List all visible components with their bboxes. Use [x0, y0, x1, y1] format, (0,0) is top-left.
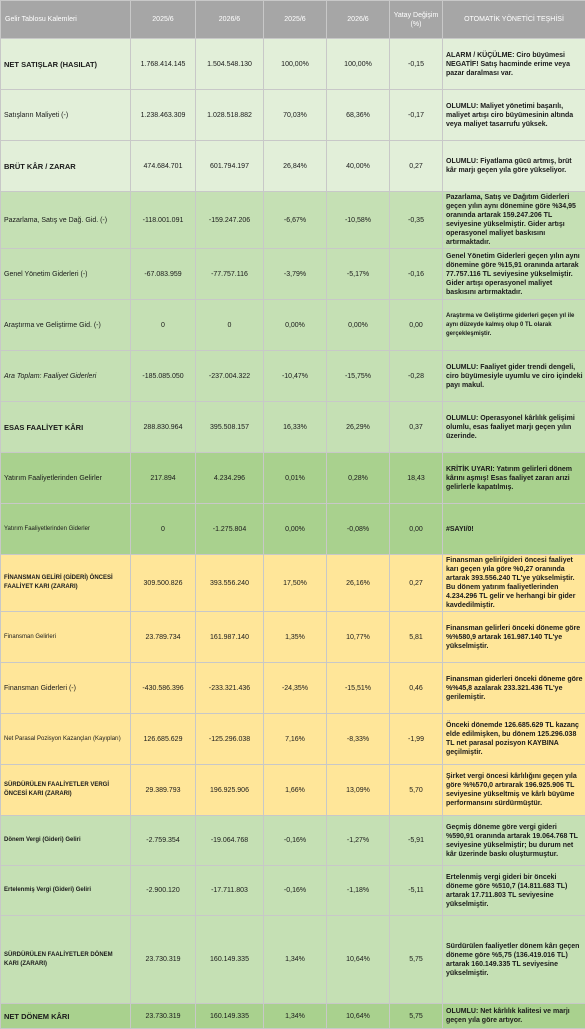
row-label: Ara Toplam: Faaliyet Giderleri — [1, 351, 131, 402]
value-2026: 160.149.335 — [196, 916, 264, 1004]
percent-2026: 10,64% — [327, 1004, 390, 1029]
row-label: Finansman Gelirleri — [1, 612, 131, 663]
row-label: SÜRDÜRÜLEN FAALİYETLER DÖNEM KARI (ZARARI) — [1, 916, 131, 1004]
table-row — [1, 1004, 585, 1029]
percent-2025: 1,34% — [264, 1004, 327, 1029]
row-label: FİNANSMAN GELİRİ (GİDERİ) ÖNCESİ FAALİYET KARI (ZARARI) — [1, 555, 131, 612]
value-2025: -430.586.396 — [131, 663, 196, 714]
value-2026: 395.508.157 — [196, 402, 264, 453]
value-2025: 0 — [131, 300, 196, 351]
table-row — [1, 39, 585, 90]
row-label: Satışların Maliyeti (-) — [1, 90, 131, 141]
header-col-2026-value: 2026/6 — [196, 1, 264, 39]
percent-2026: 0,28% — [327, 453, 390, 504]
table-row — [1, 765, 585, 816]
percent-2026: -1,27% — [327, 816, 390, 866]
value-2025: 1.768.414.145 — [131, 39, 196, 90]
table-row — [1, 90, 585, 141]
diagnosis-comment: Araştırma ve Geliştirme giderleri geçen yıl ile aynı düzeyde kalmış olup 0 TL olarak gerçekleşmiştir. — [443, 300, 585, 351]
table-row — [1, 141, 585, 192]
table-row — [1, 300, 585, 351]
horizontal-change: 0,46 — [390, 663, 443, 714]
diagnosis-comment: Finansman gelirleri önceki döneme göre %%580,9 artarak 161.987.140 TL'ye yükselmiştir. — [443, 612, 585, 663]
row-label: Araştırma ve Geliştirme Gid. (-) — [1, 300, 131, 351]
value-2026: -17.711.803 — [196, 866, 264, 916]
header-col-2025-percent: 2025/6 — [264, 1, 327, 39]
percent-2026: -8,33% — [327, 714, 390, 765]
percent-2025: 1,66% — [264, 765, 327, 816]
row-label: Pazarlama, Satış ve Dağ. Gid. (-) — [1, 192, 131, 249]
diagnosis-comment: Geçmiş döneme göre vergi gideri %590,91 oranında artarak 19.064.768 TL seviyesine yükselmiştir; bu durum net kâr üzerinde baskı oluşturmuştur. — [443, 816, 585, 866]
table-row — [1, 249, 585, 300]
percent-2026: 10,77% — [327, 612, 390, 663]
percent-2025: 70,03% — [264, 90, 327, 141]
header-col-2026-percent: 2026/6 — [327, 1, 390, 39]
table-row — [1, 916, 585, 1004]
diagnosis-comment: Finansman giderleri önceki döneme göre %%45,8 azalarak 233.321.436 TL'ye gerilemiştir. — [443, 663, 585, 714]
value-2025: 23.730.319 — [131, 916, 196, 1004]
value-2026: 393.556.240 — [196, 555, 264, 612]
value-2026: -159.247.206 — [196, 192, 264, 249]
diagnosis-comment: #SAYI/0! — [443, 504, 585, 555]
table-row — [1, 351, 585, 402]
value-2026: 0 — [196, 300, 264, 351]
horizontal-change: -5,91 — [390, 816, 443, 866]
percent-2025: -10,47% — [264, 351, 327, 402]
percent-2026: -15,75% — [327, 351, 390, 402]
value-2025: 1.238.463.309 — [131, 90, 196, 141]
table-row — [1, 663, 585, 714]
diagnosis-comment: Genel Yönetim Giderleri geçen yılın aynı dönemine göre %15,91 oranında artarak 77.757.116 TL seviyesine yükselmiştir. Gider artışı operasyonel maliyet baskısını artırmaktadır. — [443, 249, 585, 300]
horizontal-change: 0,00 — [390, 300, 443, 351]
header-auto-diagnosis: OTOMATİK YÖNETİCİ TEŞHİSİ — [443, 1, 585, 39]
value-2025: 23.789.734 — [131, 612, 196, 663]
percent-2025: -0,16% — [264, 866, 327, 916]
diagnosis-comment: OLUMLU: Faaliyet gider trendi dengeli, ciro büyümesiyle uyumlu ve ciro içindeki payı makul. — [443, 351, 585, 402]
percent-2025: 0,00% — [264, 504, 327, 555]
value-2025: 29.389.793 — [131, 765, 196, 816]
horizontal-change: -1,99 — [390, 714, 443, 765]
value-2025: 23.730.319 — [131, 1004, 196, 1029]
percent-2026: 26,16% — [327, 555, 390, 612]
percent-2025: -6,67% — [264, 192, 327, 249]
diagnosis-comment: Şirket vergi öncesi kârlılığını geçen yıla göre %%570,0 artırarak 196.925.906 TL seviyesine yükseltmiş ve kârlı büyüme performansını sürdürmüştür. — [443, 765, 585, 816]
table-row — [1, 816, 585, 866]
horizontal-change: -0,16 — [390, 249, 443, 300]
diagnosis-comment: OLUMLU: Net kârlılık kalitesi ve marjı geçen yıla göre artıyor. — [443, 1004, 585, 1029]
percent-2025: -24,35% — [264, 663, 327, 714]
percent-2026: -0,08% — [327, 504, 390, 555]
diagnosis-comment: OLUMLU: Maliyet yönetimi başarılı, maliyet artışı ciro büyümesinin altında veya maliyet tasarrufu yüksek. — [443, 90, 585, 141]
horizontal-change: -0,35 — [390, 192, 443, 249]
header-row — [1, 1, 585, 39]
value-2025: -185.085.050 — [131, 351, 196, 402]
row-label: Genel Yönetim Giderleri (-) — [1, 249, 131, 300]
value-2026: 161.987.140 — [196, 612, 264, 663]
value-2025: -2.900.120 — [131, 866, 196, 916]
table-row — [1, 612, 585, 663]
row-label: NET SATIŞLAR (HASILAT) — [1, 39, 131, 90]
horizontal-change: -0,15 — [390, 39, 443, 90]
diagnosis-comment: OLUMLU: Operasyonel kârlılık gelişimi olumlu, esas faaliyet marjı geçen yılın üzerinde. — [443, 402, 585, 453]
header-col-2025-value: 2025/6 — [131, 1, 196, 39]
percent-2026: 10,64% — [327, 916, 390, 1004]
diagnosis-comment: Ertelenmiş vergi gideri bir önceki döneme göre %510,7 (14.811.683 TL) artarak 17.711.803 TL seviyesine yükselmiştir. — [443, 866, 585, 916]
row-label: ESAS FAALİYET KÂRI — [1, 402, 131, 453]
percent-2025: 7,16% — [264, 714, 327, 765]
percent-2025: -0,16% — [264, 816, 327, 866]
row-label: Ertelenmiş Vergi (Gideri) Geliri — [1, 866, 131, 916]
table-row — [1, 504, 585, 555]
value-2025: -118.001.091 — [131, 192, 196, 249]
percent-2026: -15,51% — [327, 663, 390, 714]
row-label: Finansman Giderleri (-) — [1, 663, 131, 714]
diagnosis-comment: Önceki dönemde 126.685.629 TL kazanç elde edilmişken, bu dönem 125.296.038 TL net parasal pozisyon KAYBINA geçilmiştir. — [443, 714, 585, 765]
value-2026: -237.004.322 — [196, 351, 264, 402]
percent-2025: -3,79% — [264, 249, 327, 300]
value-2025: 217.894 — [131, 453, 196, 504]
diagnosis-comment: ALARM / KÜÇÜLME: Ciro büyümesi NEGATİF! Satış hacminde erime veya pazar daralması var. — [443, 39, 585, 90]
table-row — [1, 192, 585, 249]
percent-2025: 1,34% — [264, 916, 327, 1004]
percent-2025: 26,84% — [264, 141, 327, 192]
value-2026: 601.794.197 — [196, 141, 264, 192]
value-2026: -125.296.038 — [196, 714, 264, 765]
percent-2026: -1,18% — [327, 866, 390, 916]
horizontal-change: 0,27 — [390, 555, 443, 612]
value-2026: -233.321.436 — [196, 663, 264, 714]
table-row — [1, 866, 585, 916]
percent-2025: 17,50% — [264, 555, 327, 612]
value-2026: 1.504.548.130 — [196, 39, 264, 90]
value-2025: 0 — [131, 504, 196, 555]
value-2026: 160.149.335 — [196, 1004, 264, 1029]
percent-2026: -5,17% — [327, 249, 390, 300]
value-2025: 474.684.701 — [131, 141, 196, 192]
table-row — [1, 555, 585, 612]
horizontal-change: -0,17 — [390, 90, 443, 141]
value-2026: 1.028.518.882 — [196, 90, 264, 141]
horizontal-change: 5,75 — [390, 1004, 443, 1029]
percent-2026: 68,36% — [327, 90, 390, 141]
horizontal-change: 5,75 — [390, 916, 443, 1004]
horizontal-change: 5,81 — [390, 612, 443, 663]
row-label: NET DÖNEM KÂRI — [1, 1004, 131, 1029]
percent-2026: 13,09% — [327, 765, 390, 816]
horizontal-change: 5,70 — [390, 765, 443, 816]
row-label: SÜRDÜRÜLEN FAALİYETLER VERGİ ÖNCESİ KARI (ZARARI) — [1, 765, 131, 816]
percent-2026: 40,00% — [327, 141, 390, 192]
value-2026: 4.234.296 — [196, 453, 264, 504]
horizontal-change: -5,11 — [390, 866, 443, 916]
table-row — [1, 714, 585, 765]
diagnosis-comment: OLUMLU: Fiyatlama gücü artmış, brüt kâr marjı geçen yıla göre yükseliyor. — [443, 141, 585, 192]
row-label: Net Parasal Pozisyon Kazançları (Kayıpları) — [1, 714, 131, 765]
row-label: Yatırım Faaliyetlerinden Gelirler — [1, 453, 131, 504]
horizontal-change: 0,00 — [390, 504, 443, 555]
table-row — [1, 402, 585, 453]
header-label: Gelir Tablosu Kalemleri — [1, 1, 131, 39]
horizontal-change: -0,28 — [390, 351, 443, 402]
value-2026: -19.064.768 — [196, 816, 264, 866]
percent-2025: 100,00% — [264, 39, 327, 90]
diagnosis-comment: KRİTİK UYARI: Yatırım gelirleri dönem kârını aşmış! Esas faaliyet zararı arızi gelirlerle kapatılmış. — [443, 453, 585, 504]
percent-2025: 0,01% — [264, 453, 327, 504]
row-label: BRÜT KÂR / ZARAR — [1, 141, 131, 192]
diagnosis-comment: Sürdürülen faaliyetler dönem kârı geçen döneme göre %5,75 (136.419.016 TL) artarak 160.149.335 TL seviyesine yükselmiştir. — [443, 916, 585, 1004]
table-row — [1, 453, 585, 504]
row-label: Yatırım Faaliyetlerinden Giderler — [1, 504, 131, 555]
value-2026: -77.757.116 — [196, 249, 264, 300]
horizontal-change: 0,27 — [390, 141, 443, 192]
value-2026: 196.925.906 — [196, 765, 264, 816]
horizontal-change: 0,37 — [390, 402, 443, 453]
value-2025: 309.500.826 — [131, 555, 196, 612]
diagnosis-comment: Pazarlama, Satış ve Dağıtım Giderleri geçen yılın aynı dönemine göre %34,95 oranında artarak 159.247.206 TL seviyesine yükselmiştir. Gider artışı operasyonel maliyet baskısını artırmaktadır. — [443, 192, 585, 249]
percent-2025: 1,35% — [264, 612, 327, 663]
value-2025: 288.830.964 — [131, 402, 196, 453]
percent-2025: 0,00% — [264, 300, 327, 351]
diagnosis-comment: Finansman geliri/gideri öncesi faaliyet karı geçen yıla göre %0,27 oranında artarak 393.556.240 TL'ye yükselmiştir. Bu dönem yatırım faaliyetlerinden 4.234.296 TL gelir ve herhangi bir gider kavdedilmiştir. — [443, 555, 585, 612]
value-2025: 126.685.629 — [131, 714, 196, 765]
percent-2026: 0,00% — [327, 300, 390, 351]
row-label: Dönem Vergi (Gideri) Geliri — [1, 816, 131, 866]
percent-2026: 100,00% — [327, 39, 390, 90]
horizontal-change: 18,43 — [390, 453, 443, 504]
header-horizontal-change: Yatay Değişim (%) — [390, 1, 443, 39]
percent-2025: 16,33% — [264, 402, 327, 453]
percent-2026: -10,58% — [327, 192, 390, 249]
percent-2026: 26,29% — [327, 402, 390, 453]
value-2025: -2.759.354 — [131, 816, 196, 866]
value-2026: -1.275.804 — [196, 504, 264, 555]
value-2025: -67.083.959 — [131, 249, 196, 300]
